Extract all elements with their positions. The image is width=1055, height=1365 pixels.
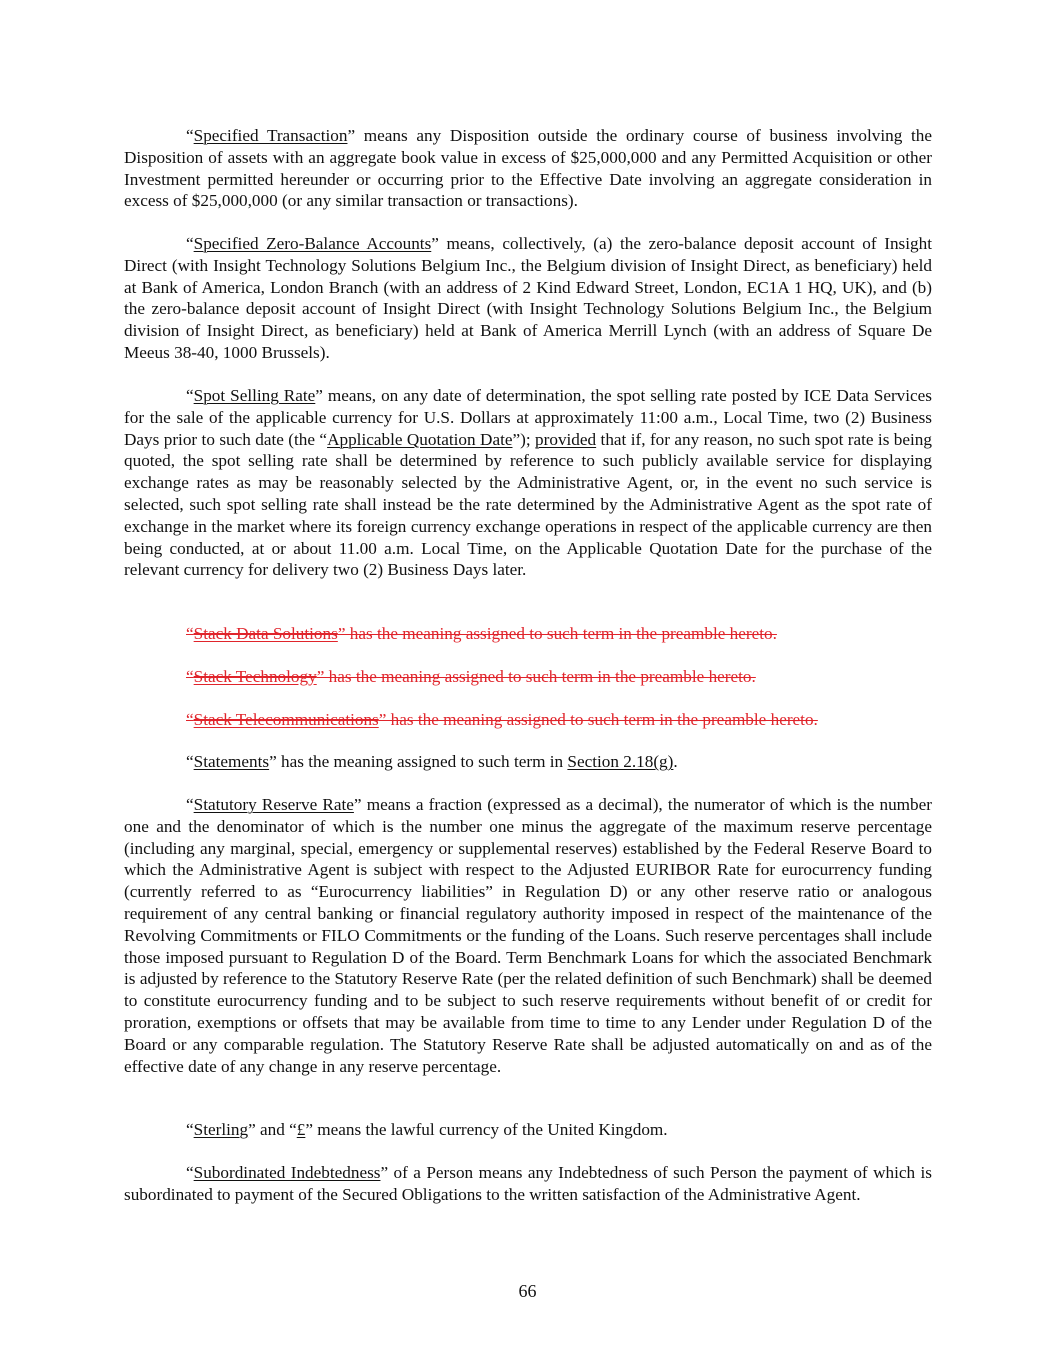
defined-term: Sterling xyxy=(193,1120,249,1139)
defined-term: Spot Selling Rate xyxy=(193,386,316,405)
definition-spot-selling-rate: “Spot Selling Rate” means, on any date of determination, the spot selling rate posted by ICE Data Services for the sale of the applicable currency for U.S. Dollars at approximately 11:00 a.m., Local Time, two (2) Business Days prior to such date (the “Applicable Quotation Date”); provided that if, for any reason, no such spot rate is being quoted, the spot selling rate shall be determined by reference to such publicly available service for displaying exchange rates as may be reasonably selected by the Administrative Agent, or, in the event no such service is selected, such spot selling rate shall instead be the rate determined by the Administrative Agent as the spot rate of exchange in the market where its foreign currency exchange operations in respect of the applicable currency are then being conducted, at or about 11.00 a.m. Local Time, on the Applicable Quotation Date for the purchase of the relevant currency for delivery two (2) Business Days later. xyxy=(124,386,933,580)
defined-term: Statutory Reserve Rate xyxy=(193,795,354,814)
provided-keyword: provided xyxy=(535,429,597,449)
defined-term: Specified Zero-Balance Accounts xyxy=(193,234,432,253)
section-reference: Section 2.18(g) xyxy=(567,752,674,771)
deleted-definition-stack-technology: “Stack Technology” has the meaning assigned to such term in the preamble hereto. xyxy=(186,667,756,686)
definition-sterling: “Sterling” and “£” means the lawful currency of the United Kingdom. xyxy=(186,1120,668,1139)
deleted-definition-stack-telecommunications: “Stack Telecommunications” has the meaning assigned to such term in the preamble hereto. xyxy=(186,710,818,729)
defined-term: Stack Technology xyxy=(193,667,317,686)
defined-term: Stack Data Solutions xyxy=(193,624,338,643)
definition-subordinated-indebtedness: “Subordinated Indebtedness” of a Person means any Indebtedness of such Person the payment of which is subordinated to payment of the Secured Obligations to the written satisfaction of the Administrative Agent. xyxy=(124,1163,932,1204)
definition-specified-transaction: “Specified Transaction” means any Disposition outside the ordinary course of business involving the Disposition of assets with an aggregate book value in excess of $25,000,000 and any Permitted Acquisition or other Investment permitted hereunder or occurring prior to the Effective Date involving an aggregate consideration in excess of $25,000,000 (or any similar transaction or transactions). xyxy=(124,126,932,211)
deleted-definition-stack-data-solutions: “Stack Data Solutions” has the meaning assigned to such term in the preamble hereto. xyxy=(186,624,777,643)
defined-term: Subordinated Indebtedness xyxy=(193,1163,381,1182)
pound-sign-term: £ xyxy=(296,1120,306,1139)
defined-term: Statements xyxy=(193,752,270,771)
definition-statements: “Statements” has the meaning assigned to such term in Section 2.18(g). xyxy=(186,752,678,771)
defined-term-applicable-quotation-date: Applicable Quotation Date xyxy=(327,429,513,449)
definition-specified-zero-balance-accounts: “Specified Zero-Balance Accounts” means, collectively, (a) the zero-balance deposit account of Insight Direct (with Insight Technology Solutions Belgium Inc., the Belgium division of Insight Direct, as beneficiary) held at Bank of America, London Branch (with an address of 2 Kind Edward Street, London, EC1A 1 HQ, UK), and (b) the zero-balance deposit account of Insight Direct (with Insight Technology Solutions Belgium Inc., the Belgium division of Insight Direct, as beneficiary) held at Bank of America Merrill Lynch (with an address of Square De Meeus 38-40, 1000 Brussels). xyxy=(124,234,932,362)
defined-term: Stack Telecommunications xyxy=(193,710,379,729)
page-number: 66 xyxy=(518,1281,537,1301)
definition-statutory-reserve-rate: “Statutory Reserve Rate” means a fraction (expressed as a decimal), the numerator of which is the number one and the denominator of which is the number one minus the aggregate of the maximum reserve percentage (including any marginal, special, emergency or supplemental reserves) established by the Federal Reserve Board to which the Administrative Agent is subject with respect to the Adjusted EURIBOR Rate for eurocurrency funding (currently referred to as “Eurocurrency liabilities” in Regulation D) or any other reserve ratio or analogous requirement of any central banking or financial regulatory authority imposed in respect of the maintenance of the Revolving Commitments or FILO Commitments or the funding of the Loans. Such reserve percentages shall include those imposed pursuant to Regulation D of the Board. Term Benchmark Loans for which the associated Benchmark is adjusted by reference to the Statutory Reserve Rate (per the related definition of such Benchmark) shall be deemed to constitute eurocurrency funding and to be subject to such reserve requirements without benefit of or credit for proration, exemptions or offsets that may be available from time to time to any Lender under Regulation D of the Board or any comparable regulation. The Statutory Reserve Rate shall be adjusted automatically on and as of the effective date of any change in any reserve percentage. xyxy=(124,795,932,1076)
defined-term: Specified Transaction xyxy=(193,126,348,145)
